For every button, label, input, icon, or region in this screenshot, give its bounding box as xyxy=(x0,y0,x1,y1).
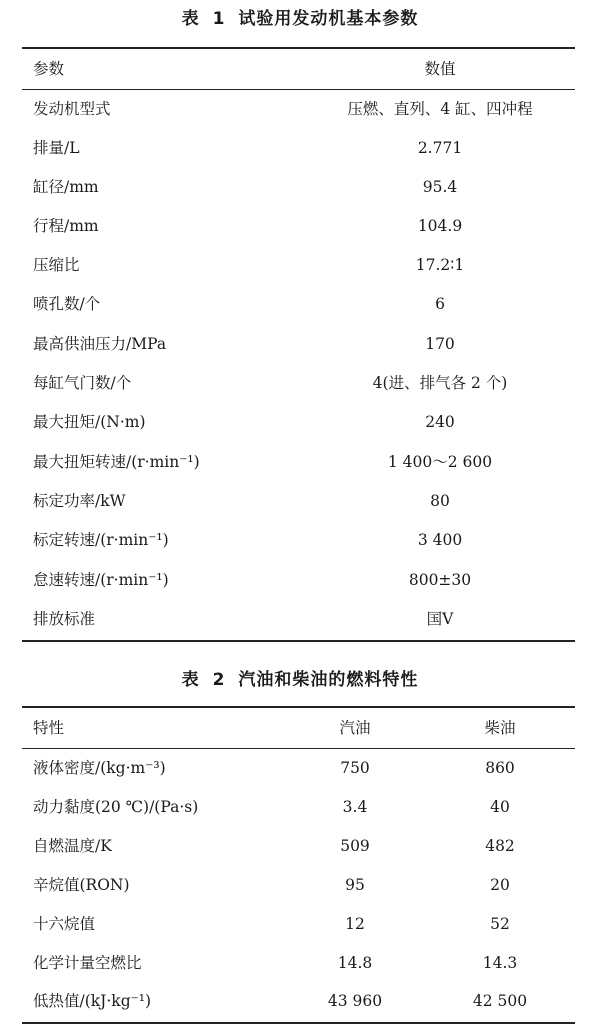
param-value: 80 xyxy=(430,492,450,510)
property-name: 动力黏度(20 ℃)/(Pa·s) xyxy=(33,798,199,816)
param-value: 800±30 xyxy=(408,571,472,589)
gasoline-value: 509 xyxy=(340,837,370,855)
param-name: 排量/L xyxy=(33,139,80,157)
param-name: 压缩比 xyxy=(33,256,80,274)
param-name: 怠速转速/(r·min⁻¹) xyxy=(33,571,169,589)
table-row xyxy=(0,207,600,246)
table-row xyxy=(0,749,600,788)
table-row xyxy=(0,285,600,324)
table1-header-value: 数值 xyxy=(424,60,456,78)
table2-caption: 表 2 汽油和柴油的燃料特性 xyxy=(181,670,419,690)
table1-header-param: 参数 xyxy=(33,60,65,78)
table2-top-rule xyxy=(22,706,575,708)
param-value: 6 xyxy=(435,295,445,313)
table-row xyxy=(0,443,600,482)
param-value: 2.771 xyxy=(417,139,463,157)
param-name: 标定功率/kW xyxy=(33,492,126,510)
param-value: 17.2∶1 xyxy=(415,256,465,274)
table-row xyxy=(0,168,600,207)
table-row xyxy=(0,325,600,364)
table-row xyxy=(0,364,600,403)
table-row xyxy=(0,866,600,905)
property-name: 辛烷值(RON) xyxy=(33,876,130,894)
gasoline-value: 750 xyxy=(340,759,370,777)
table2-bottom-rule xyxy=(22,1022,575,1024)
param-name: 喷孔数/个 xyxy=(33,295,101,313)
diesel-value: 14.3 xyxy=(482,954,518,972)
param-value: 国Ⅴ xyxy=(426,610,454,628)
table-row xyxy=(0,788,600,827)
param-name: 排放标准 xyxy=(33,610,96,628)
param-value: 3 400 xyxy=(417,531,463,549)
table-row xyxy=(0,482,600,521)
param-name: 最大扭矩/(N·m) xyxy=(33,413,146,431)
param-name: 行程/mm xyxy=(33,217,99,235)
diesel-value: 40 xyxy=(490,798,510,816)
table1-caption: 表 1 试验用发动机基本参数 xyxy=(181,9,419,29)
property-name: 化学计量空燃比 xyxy=(33,954,142,972)
table1-bottom-rule xyxy=(22,640,575,642)
param-value: 4(进、排气各 2 个) xyxy=(372,374,508,392)
table-row xyxy=(0,905,600,944)
table2-header-gasoline: 汽油 xyxy=(339,719,371,737)
table1-top-rule xyxy=(22,47,575,49)
property-name: 自燃温度/K xyxy=(33,837,112,855)
param-name: 发动机型式 xyxy=(33,100,111,118)
param-value: 压燃、直列、4 缸、四冲程 xyxy=(347,100,533,118)
table2-header-row xyxy=(0,709,600,748)
param-name: 最高供油压力/MPa xyxy=(33,335,167,353)
param-value: 1 400～2 600 xyxy=(387,453,493,471)
diesel-value: 20 xyxy=(490,876,510,894)
property-name: 低热值/(kJ·kg⁻¹) xyxy=(33,992,152,1010)
param-value: 240 xyxy=(425,413,455,431)
param-name: 标定转速/(r·min⁻¹) xyxy=(33,531,169,549)
diesel-value: 42 500 xyxy=(472,992,528,1010)
diesel-value: 860 xyxy=(485,759,515,777)
table-row xyxy=(0,129,600,168)
param-name: 每缸气门数/个 xyxy=(33,374,132,392)
gasoline-value: 43 960 xyxy=(327,992,383,1010)
gasoline-value: 12 xyxy=(345,915,365,933)
property-name: 液体密度/(kg·m⁻³) xyxy=(33,759,166,777)
gasoline-value: 3.4 xyxy=(342,798,368,816)
param-value: 170 xyxy=(425,335,455,353)
table-row xyxy=(0,982,600,1021)
table1-header-row xyxy=(0,50,600,89)
gasoline-value: 14.8 xyxy=(337,954,373,972)
table2-header-diesel: 柴油 xyxy=(484,719,516,737)
table-row xyxy=(0,561,600,600)
param-name: 缸径/mm xyxy=(33,178,99,196)
table2-header-property: 特性 xyxy=(33,719,65,737)
param-value: 104.9 xyxy=(417,217,463,235)
param-value: 95.4 xyxy=(422,178,458,196)
table-row xyxy=(0,521,600,560)
gasoline-value: 95 xyxy=(345,876,365,894)
table-row xyxy=(0,600,600,639)
table-row xyxy=(0,403,600,442)
property-name: 十六烷值 xyxy=(33,915,96,933)
table-row xyxy=(0,944,600,983)
diesel-value: 482 xyxy=(485,837,515,855)
table-row xyxy=(0,90,600,129)
table-row xyxy=(0,246,600,285)
param-name: 最大扭矩转速/(r·min⁻¹) xyxy=(33,453,200,471)
diesel-value: 52 xyxy=(490,915,510,933)
table-row xyxy=(0,827,600,866)
